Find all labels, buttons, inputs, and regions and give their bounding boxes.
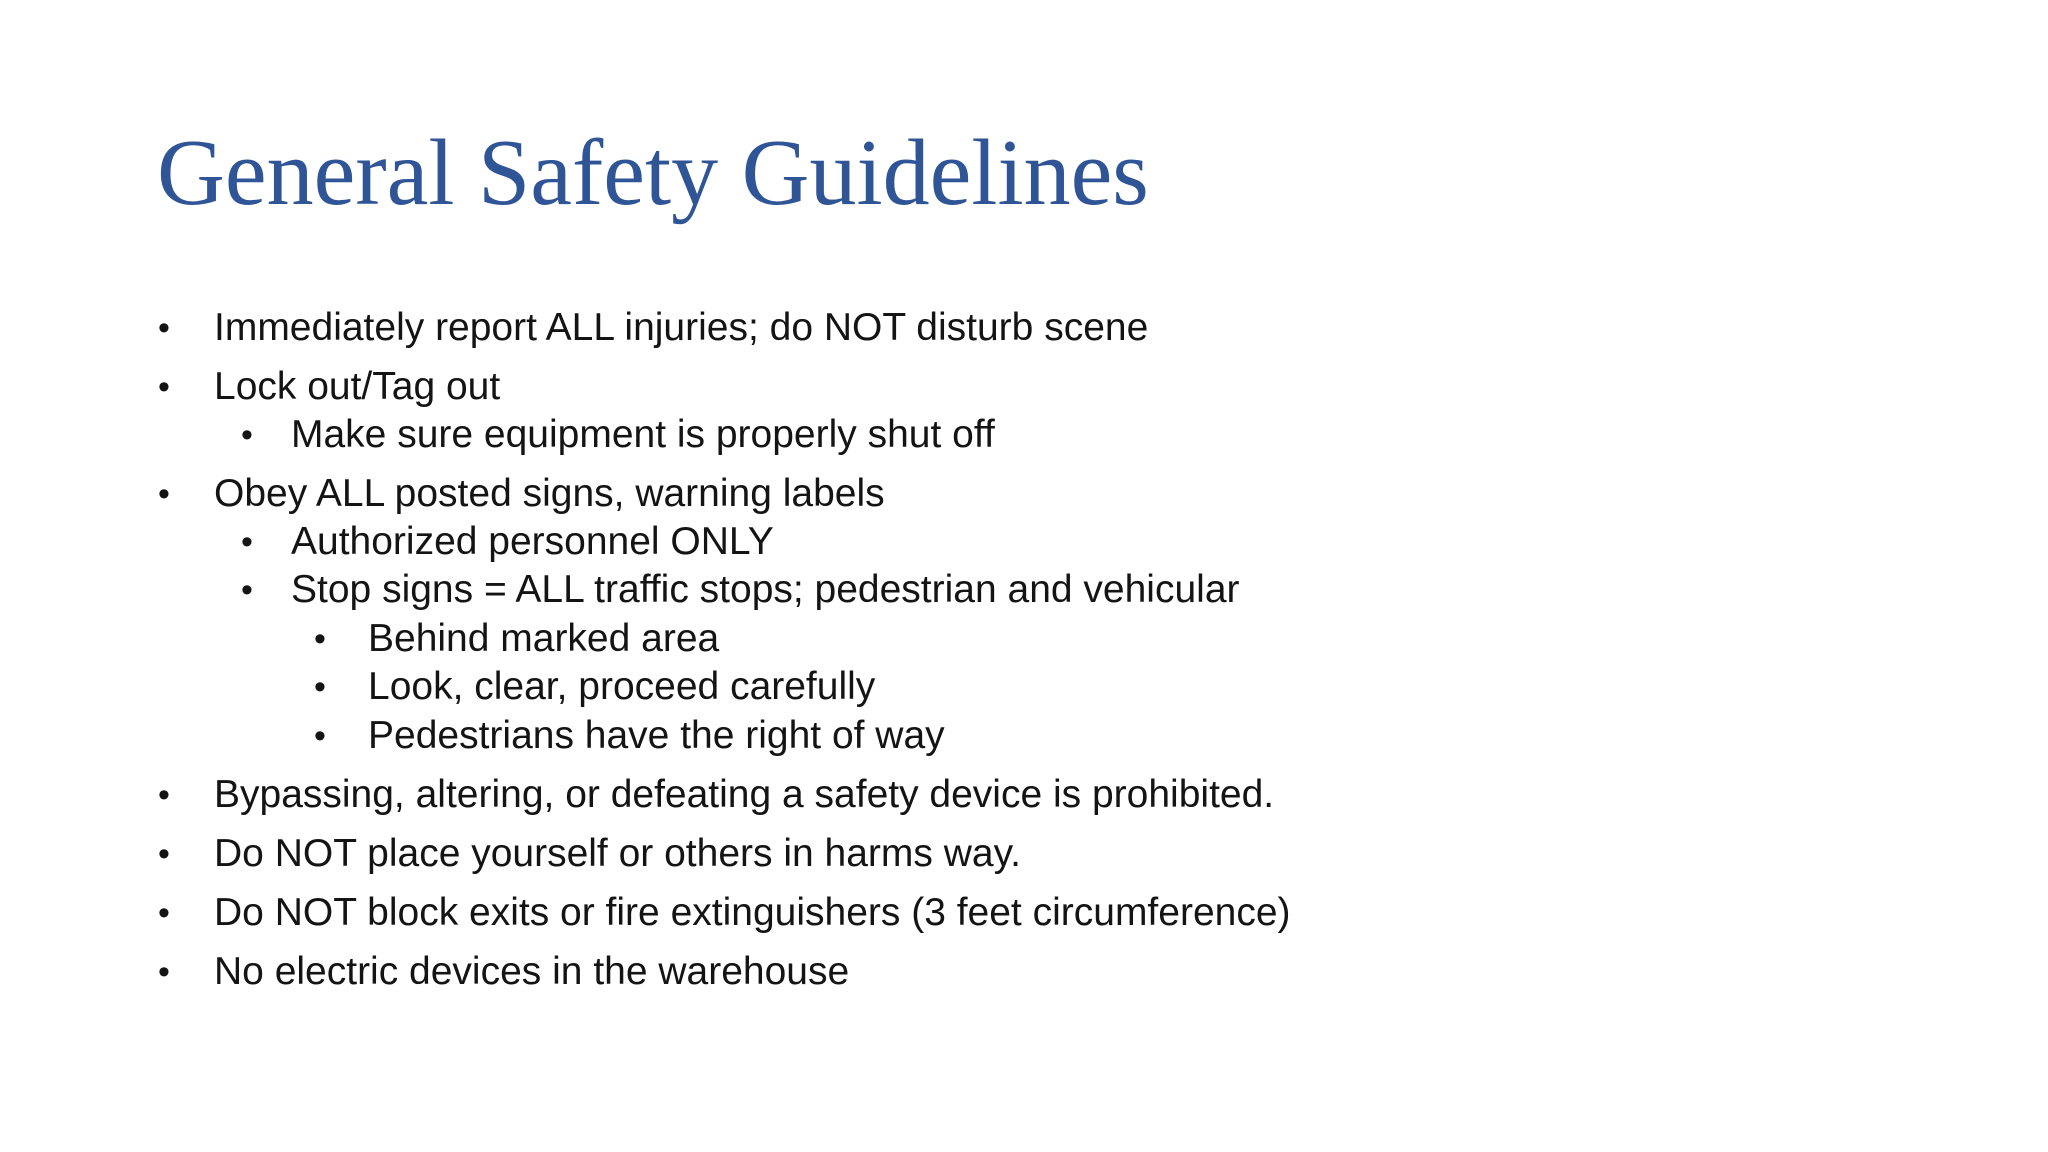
- bullet-dot-icon: •: [158, 309, 170, 347]
- bullet-dot-icon: •: [158, 894, 170, 932]
- bullet-text: Stop signs = ALL traffic stops; pedestrian and vehicular: [291, 568, 1240, 611]
- bullet-dot-icon: •: [241, 571, 253, 609]
- bullet-item: [158, 305, 1149, 351]
- bullet-text: Do NOT place yourself or others in harms way.: [214, 832, 1022, 875]
- bullet-text: Do NOT block exits or fire extinguishers (3 feet circumference): [214, 891, 1291, 934]
- bullet-dot-icon: •: [158, 776, 170, 814]
- bullet-text: No electric devices in the warehouse: [214, 950, 850, 993]
- bullet-dot-icon: •: [158, 835, 170, 873]
- bullet-dot-icon: •: [158, 475, 170, 513]
- bullet-text: Pedestrians have the right of way: [368, 714, 945, 757]
- bullet-dot-icon: •: [158, 953, 170, 991]
- bullet-item: [158, 890, 1291, 936]
- bullet-dot-icon: •: [241, 416, 253, 454]
- bullet-dot-icon: •: [314, 717, 326, 755]
- sub-bullet-item: [241, 519, 774, 565]
- sub-bullet-item: [241, 567, 1240, 613]
- bullet-item: [158, 772, 1275, 818]
- bullet-item: [158, 831, 1022, 877]
- bullet-text: Look, clear, proceed carefully: [368, 665, 876, 708]
- bullet-dot-icon: •: [314, 620, 326, 658]
- bullet-item: [158, 364, 501, 410]
- bullet-dot-icon: •: [241, 523, 253, 561]
- bullet-text: Obey ALL posted signs, warning labels: [214, 472, 885, 515]
- bullet-text: Lock out/Tag out: [214, 365, 501, 408]
- sub-sub-bullet-item: [314, 616, 720, 662]
- bullet-dot-icon: •: [314, 668, 326, 706]
- bullet-text: Immediately report ALL injuries; do NOT disturb scene: [214, 306, 1149, 349]
- slide-title: General Safety Guidelines: [157, 121, 1149, 225]
- bullet-text: Bypassing, altering, or defeating a safety device is prohibited.: [214, 773, 1275, 816]
- bullet-dot-icon: •: [158, 368, 170, 406]
- sub-sub-bullet-item: [314, 713, 945, 759]
- bullet-text: Authorized personnel ONLY: [291, 520, 774, 563]
- bullet-text: Make sure equipment is properly shut off: [291, 413, 995, 456]
- bullet-item: [158, 471, 885, 517]
- sub-sub-bullet-item: [314, 664, 876, 710]
- bullet-text: Behind marked area: [368, 617, 720, 660]
- sub-bullet-item: [241, 412, 995, 458]
- bullet-item: [158, 949, 850, 995]
